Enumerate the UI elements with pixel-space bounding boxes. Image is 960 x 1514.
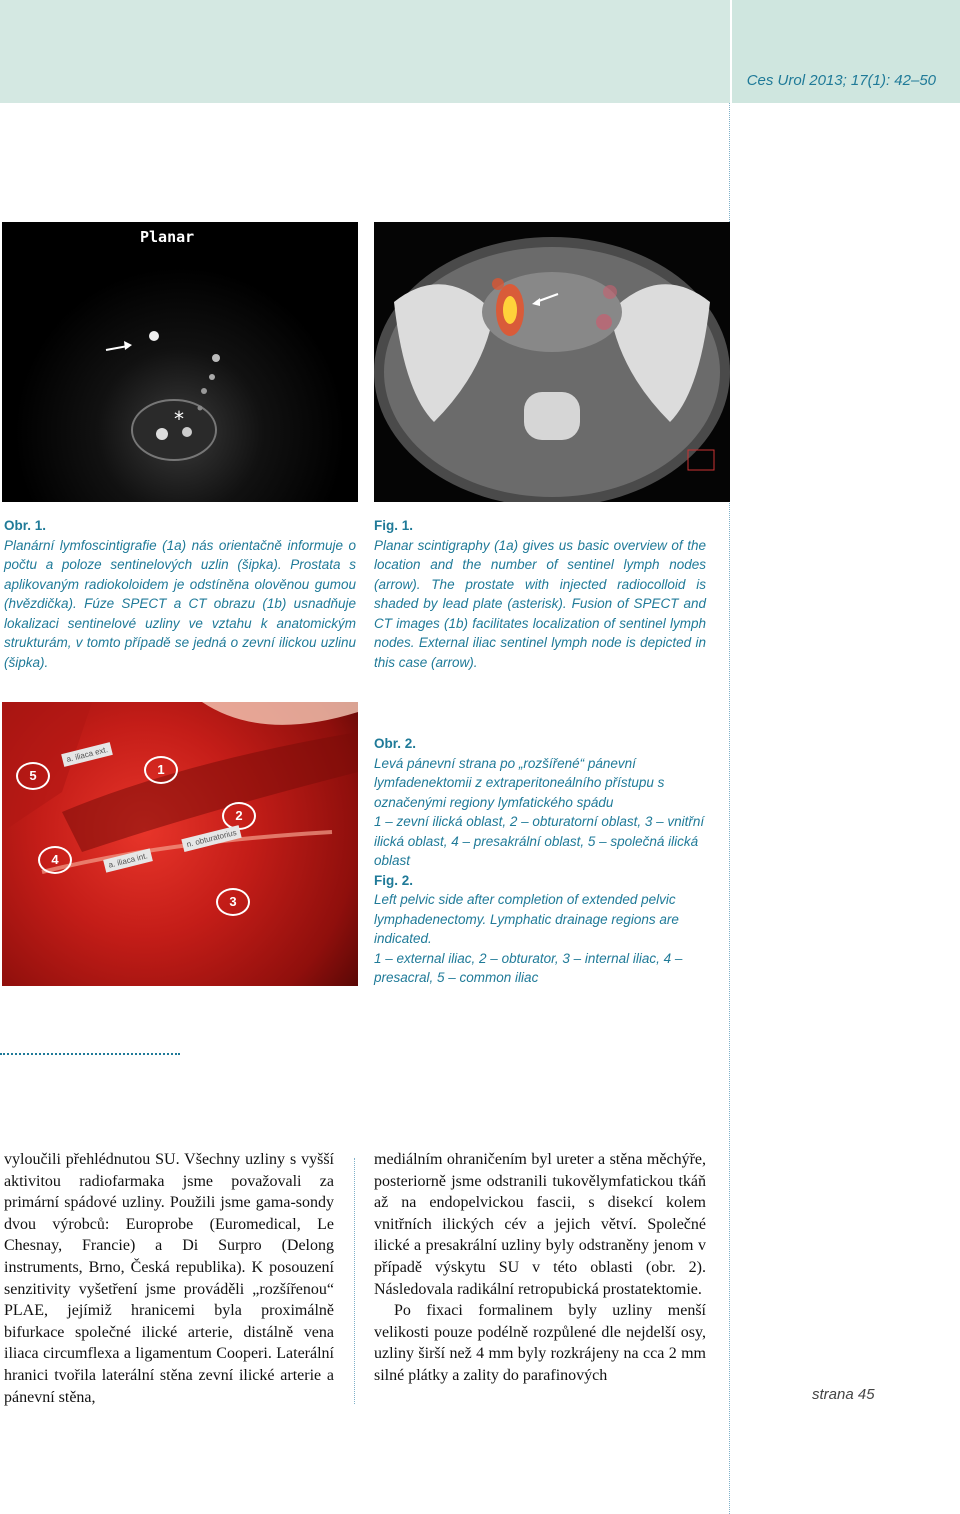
journal-reference: Ces Urol 2013; 17(1): 42–50 <box>746 72 936 89</box>
spect-hotspot-core <box>503 296 517 324</box>
sentinel-node-spot <box>201 388 207 394</box>
vessel <box>603 285 617 299</box>
sacrum <box>524 392 580 440</box>
surgical-field-graphic <box>2 702 358 986</box>
tag-obturator-nerve: n. obturatorius <box>181 825 242 852</box>
figure-2-surgical-photo <box>2 702 358 986</box>
region-label-4: 4 <box>38 846 72 874</box>
caption-text: Planar scintigraphy (1a) gives us basic overview of the location and the number of sentinel lymph nodes (arrow). The prostate with injected radiocolloid is shaded by lead plate (asterisk). Fusion of SPECT and CT images (1b) facilitates localization of sentinel lymph nodes. External iliac sentinel lymph node is depicted in this case (arrow). <box>374 537 706 670</box>
region-label-3: 3 <box>216 888 250 916</box>
caption-list-english: 1 – external iliac, 2 – obturator, 3 – internal iliac, 4 – presacral, 5 – common iliac <box>374 950 683 985</box>
caption-heading: Obr. 1. <box>4 518 47 533</box>
figure-1-caption-czech <box>4 516 356 672</box>
caption-list-czech: 1 – zevní ilická oblast, 2 – obturatorní oblast, 3 – vnitřní ilická oblast, 4 – presakrální oblast, 5 – společná ilická oblast <box>374 814 705 868</box>
section-divider <box>0 1053 180 1055</box>
asterisk-marker: * <box>174 407 184 431</box>
spect-hotspot <box>492 278 504 290</box>
column-separator <box>354 1158 355 1404</box>
prostate-hotspot <box>156 428 168 440</box>
region-label-1: 1 <box>144 756 178 784</box>
figure-1-caption-english <box>374 516 706 672</box>
vessel <box>596 314 612 330</box>
sentinel-node-spot <box>209 374 215 380</box>
body-paragraph: mediálním ohraničením byl ureter a stěna měchýře, posteriorně jsme odstranili tukovělymfatickou tkáň až na endopelvickou fascii, s disekcí kolem vnitřních ilických cév a jejich větví. Společné ilické a presakrální uzliny byly odstraněny jenom v případě výskytu SU v této oblasti (obr. 2). Následovala radikální retropubická prostatektomie. <box>374 1151 706 1298</box>
region-label-5: 5 <box>16 762 50 790</box>
tag-internal-iliac: a. iliaca int. <box>103 848 153 872</box>
body-paragraph: vyloučili přehlédnutou SU. Všechny uzliny s vyšší aktivitou radiofarmaka jsme považovali za primární spádové uzliny. Použili jsme gama-sondy dvou výrobců: Europrobe (Euromedical, Le Chesnay, Francie) a Di Surpro (Delong instruments, Brno, Česká republika). K posouzení senzitivity vyšetření jsme prováděli „rozšířenou“ PLAE, jejímiž hranicemi byla proximálně bifurkace společné ilické arterie, distálně vena iliaca circumflexa a ligamentum Cooperi. Laterální hranici tvořila laterální stěna zevní ilické arterie a pánevní stěna, <box>4 1151 334 1406</box>
planar-label: Planar <box>140 228 195 246</box>
figure-1a-planar-image <box>2 222 358 502</box>
planar-scan-graphic <box>2 222 358 502</box>
retractor <box>202 702 358 725</box>
sentinel-node-spot <box>212 354 220 362</box>
caption-heading-english: Fig. 2. <box>374 872 414 888</box>
sentinel-node-spot <box>149 331 159 341</box>
body-column-left <box>4 1149 334 1408</box>
sentinel-node-spot <box>198 406 203 411</box>
caption-text-czech: Levá pánevní strana po „rozšířené“ pánevní lymfadenektomii z extraperitoneálního přístupu s označenými regiony lymfatického spádu <box>374 755 665 810</box>
caption-text-english: Left pelvic side after completion of extended pelvic lymphadenectomy. Lymphatic drainage regions are indicated. <box>374 892 679 946</box>
region-label-2: 2 <box>222 802 256 830</box>
tag-external-iliac: a. iliaca ext. <box>61 742 113 767</box>
header-band <box>0 0 730 103</box>
body-paragraph: Po fixaci formalinem byly uzliny menší velikosti pouze podélně rozpůlené dle nejdelší osy, uzliny širší než 4 mm byly rozkrájeny na cca 2 mm silné plátky a zality do parafinových <box>374 1302 706 1384</box>
caption-heading-czech: Obr. 2. <box>374 736 417 751</box>
caption-heading: Fig. 1. <box>374 518 414 533</box>
figure-2-caption <box>374 734 706 988</box>
figure-1b-spect-ct-image <box>374 222 730 502</box>
spect-ct-graphic <box>374 222 730 502</box>
caption-text: Planární lymfoscintigrafie (1a) nás orientačně informuje o počtu a poloze sentinelových uzlin (šipka). Prostata s aplikovaným radiokoloidem je odstíněna olověnou gumou (hvězdička). Fúze SPECT a CT obrazu (1b) usnadňuje lokalizaci sentinelové uzliny ve vztahu k anatomickým strukturám, v tomto případě se jedná o zevní ilickou uzlinu (šipka). <box>4 537 356 670</box>
body-column-right <box>374 1149 706 1387</box>
page-number: strana 45 <box>812 1386 875 1403</box>
arrow-head-icon <box>124 341 132 350</box>
